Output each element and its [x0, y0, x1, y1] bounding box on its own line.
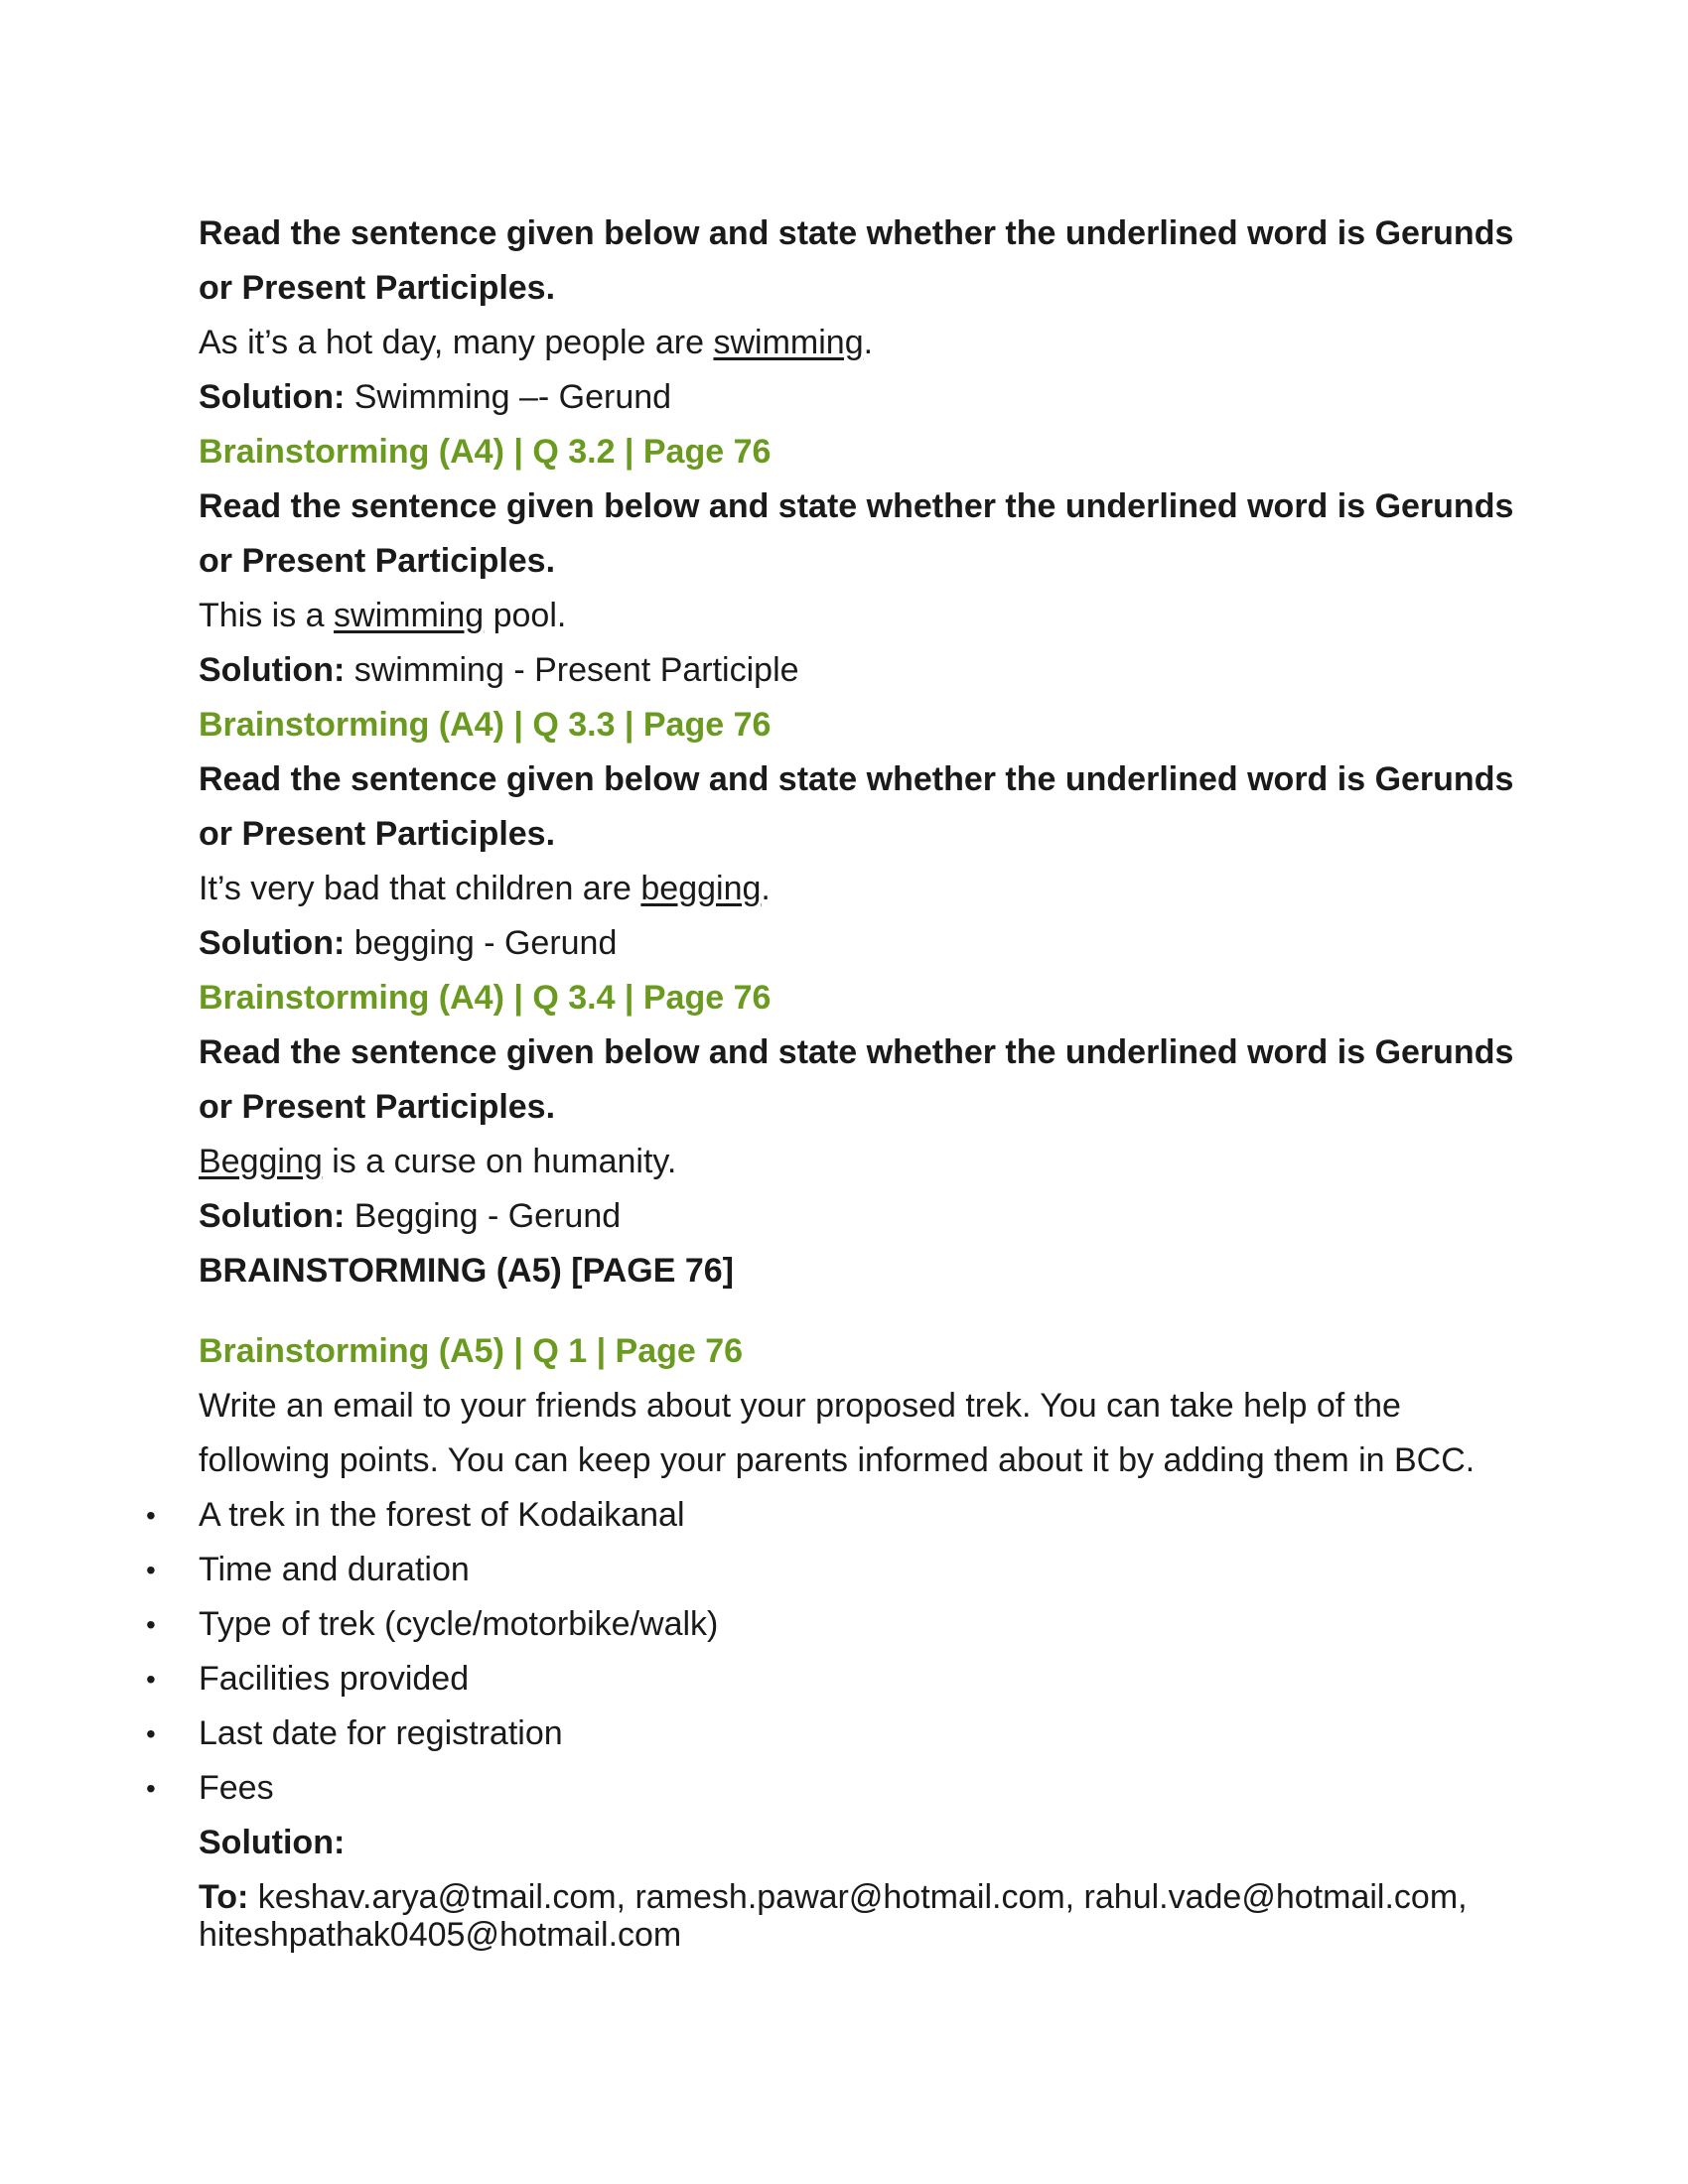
solution-label: Solution:: [199, 1197, 346, 1235]
solution-text: Swimming –- Gerund: [345, 378, 672, 416]
solution-line: [199, 1189, 1489, 1244]
underlined-word: begging: [640, 870, 762, 907]
sentence-text: is a curse on humanity.: [322, 1143, 677, 1180]
underlined-word: swimming: [334, 597, 485, 634]
question-instruction: Read the sentence given below and state whether the underlined word is Gerunds: [199, 487, 1514, 525]
email-recipients: keshav.arya@tmail.com, ramesh.pawar@hotmail.com, rahul.vade@hotmail.com, hiteshpathak0405@hotmail.com: [199, 1878, 1468, 1954]
question-sentence: [199, 862, 1489, 916]
bullet-icon: •: [146, 1500, 156, 1531]
list-item: • Last date for registration: [199, 1706, 1489, 1761]
question-instruction: or Present Participles.: [199, 815, 556, 853]
list-item: • Type of trek (cycle/motorbike/walk): [199, 1597, 1489, 1652]
question-instruction: Read the sentence given below and state whether the underlined word is Gerunds: [199, 760, 1514, 798]
solution-label: Solution:: [199, 651, 346, 689]
question-heading[interactable]: Brainstorming (A4) | Q 3.4 | Page 76: [199, 979, 772, 1017]
solution-line: [199, 643, 1489, 698]
bullet-icon: •: [146, 1609, 156, 1640]
question-prompt: Write an email to your friends about your proposed trek. You can take help of the: [199, 1387, 1401, 1425]
question-instruction: or Present Participles.: [199, 269, 556, 307]
document-page: [146, 206, 1514, 1954]
question-heading[interactable]: Brainstorming (A4) | Q 3.2 | Page 76: [199, 433, 772, 471]
list-item: • Fees: [199, 1761, 1489, 1816]
question-instruction: Read the sentence given below and state whether the underlined word is Gerunds: [199, 214, 1514, 252]
question-sentence: [199, 1135, 1489, 1189]
list-item: • A trek in the forest of Kodaikanal: [199, 1488, 1489, 1543]
sentence-text: As it’s a hot day, many people are: [199, 324, 714, 361]
solution-text: begging - Gerund: [345, 924, 618, 962]
question-instruction: Read the sentence given below and state whether the underlined word is Gerunds: [199, 1033, 1514, 1071]
solution-line: [199, 370, 1489, 425]
list-item: • Facilities provided: [199, 1652, 1489, 1706]
email-to-line: [199, 1878, 1489, 1954]
bullet-icon: •: [146, 1718, 156, 1749]
solution-label: Solution:: [199, 378, 346, 416]
solution-label: Solution:: [199, 1824, 346, 1861]
question-instruction: or Present Participles.: [199, 542, 556, 580]
sentence-text: pool.: [484, 597, 567, 634]
sentence-text: .: [761, 870, 771, 907]
solution-text: Begging - Gerund: [345, 1197, 622, 1235]
question-prompt: following points. You can keep your parents informed about it by adding them in BCC.: [199, 1441, 1476, 1479]
solution-line: [199, 916, 1489, 971]
bullet-icon: •: [146, 1555, 156, 1585]
question-heading[interactable]: Brainstorming (A4) | Q 3.3 | Page 76: [199, 706, 772, 744]
to-label: To:: [199, 1878, 249, 1916]
sentence-text: This is a: [199, 597, 335, 634]
solution-label: Solution:: [199, 924, 346, 962]
sentence-text: .: [863, 324, 874, 361]
points-list: [146, 1488, 1489, 1816]
solution-text: swimming - Present Participle: [345, 651, 799, 689]
list-item: • Time and duration: [199, 1543, 1489, 1597]
bullet-icon: •: [146, 1664, 156, 1695]
question-sentence: [199, 589, 1489, 643]
sentence-text: It’s very bad that children are: [199, 870, 641, 907]
question-sentence: [199, 316, 1489, 370]
section-heading: BRAINSTORMING (A5) [PAGE 76]: [199, 1252, 735, 1290]
underlined-word: swimming: [713, 324, 864, 361]
question-heading[interactable]: Brainstorming (A5) | Q 1 | Page 76: [199, 1332, 744, 1370]
question-instruction: or Present Participles.: [199, 1088, 556, 1126]
bullet-icon: •: [146, 1773, 156, 1804]
underlined-word: Begging: [199, 1143, 323, 1180]
